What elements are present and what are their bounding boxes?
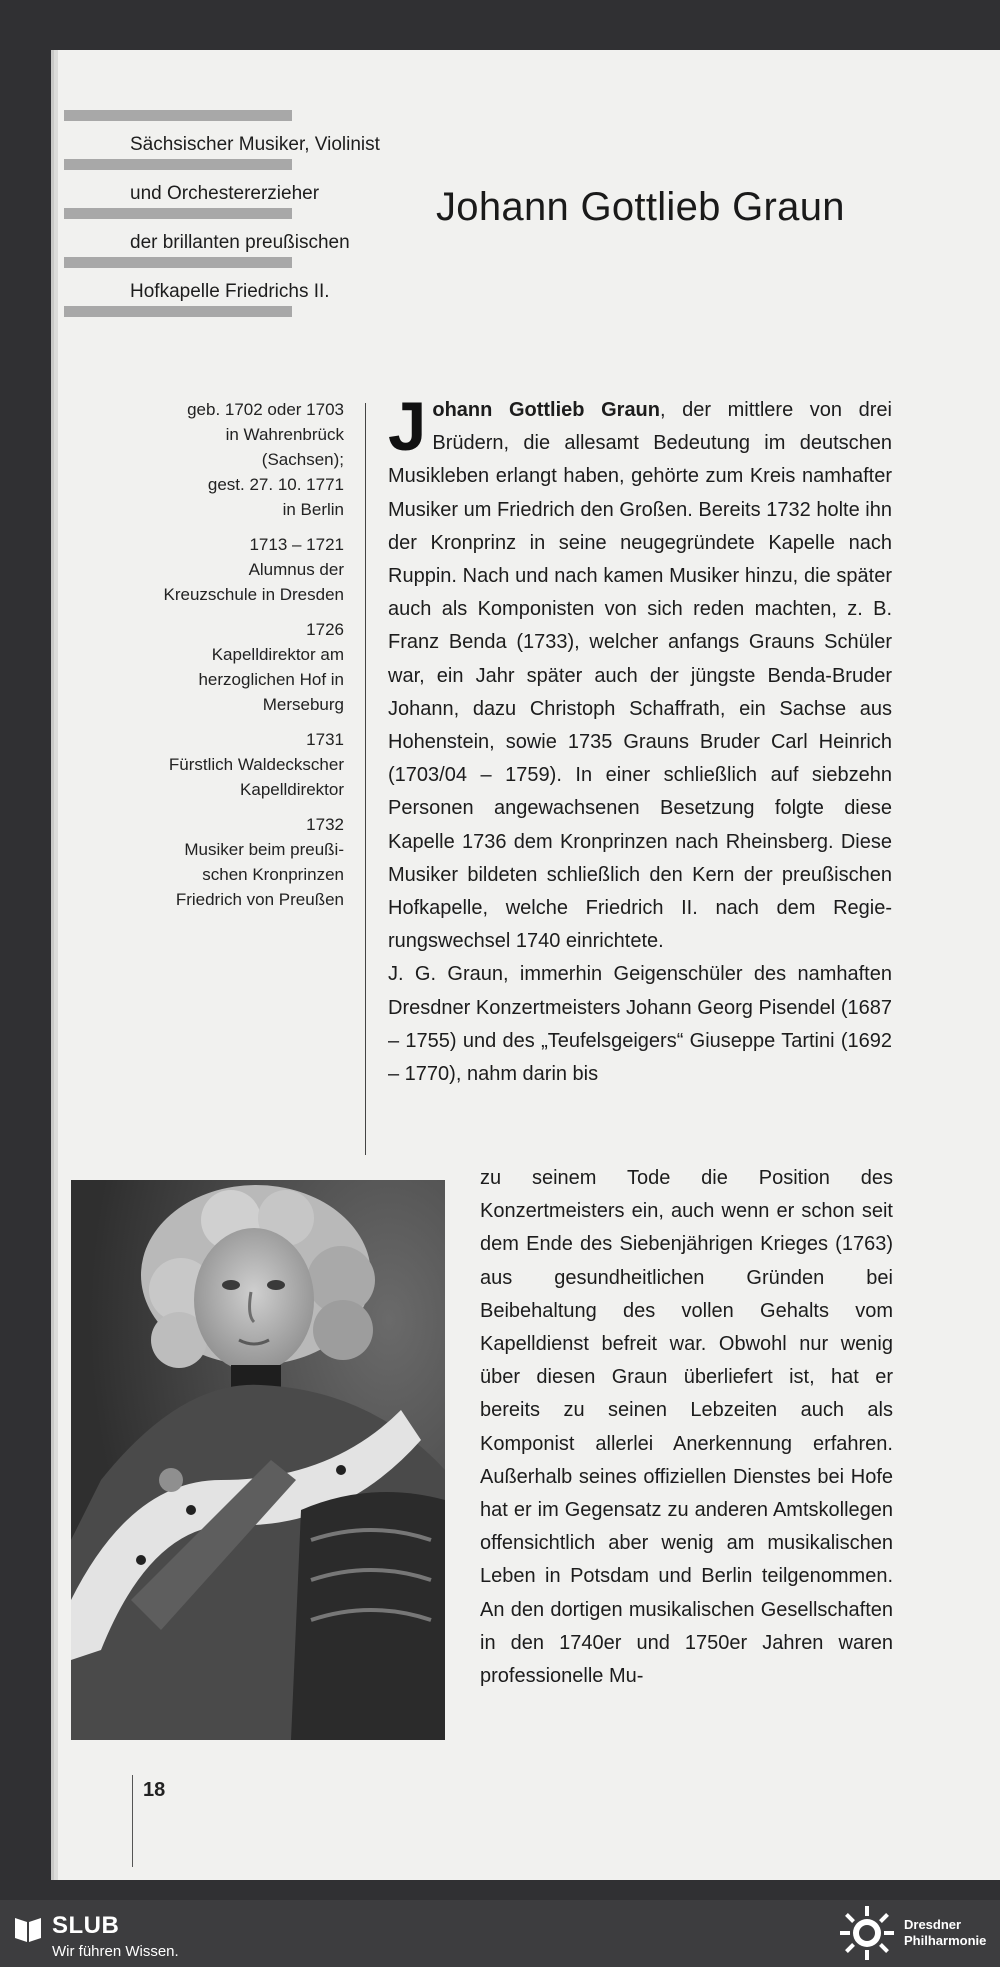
page-number-rule (132, 1775, 133, 1867)
bio-entry (120, 812, 344, 912)
bio-entry (120, 617, 344, 717)
bio-text: herzoglichen Hof in (198, 670, 344, 689)
bio-text: Fürstlich Waldeckscher (168, 755, 344, 774)
subtitle (130, 120, 460, 316)
page-title: Johann Gottlieb Graun (436, 185, 845, 229)
bio-year: 1731 (306, 730, 344, 749)
subtitle-line: der brillanten preußischen (130, 232, 350, 253)
bio-year: 1726 (306, 620, 344, 639)
subtitle-line: und Orchestererzieher (130, 183, 320, 204)
portrait-illustration (71, 1180, 445, 1740)
lead-name: ohann Gottlieb Graun (432, 399, 660, 421)
article-paragraph: J. G. Graun, immerhin Geigenschüler des namhaften Dresdner Konzertmeisters Johann Georg Pisendel (1687 – 1755) und des „Teufelsgeigers“ Giuseppe Tartini (1692 – 1770), nahm darin bis (388, 963, 892, 1086)
portrait-image (71, 1180, 445, 1740)
bio-entry (120, 532, 344, 607)
drop-cap: J (388, 388, 427, 465)
bio-text: Merseburg (262, 695, 344, 714)
article-continuation (480, 1162, 893, 1693)
subtitle-line: Hofkapelle Friedrichs II. (130, 281, 330, 302)
biography-sidebar (120, 397, 344, 922)
article-paragraph (388, 388, 892, 958)
bio-text: Friedrich von Preußen (175, 890, 344, 909)
bio-year: 1713 – 1721 (249, 535, 344, 554)
page-number: 18 (143, 1779, 166, 1801)
bio-text: gest. 27. 10. 1771 (207, 475, 344, 494)
partner-name (904, 1917, 986, 1949)
library-tagline: Wir führen Wissen. (52, 1943, 179, 1960)
bio-text: Musiker beim preußi- (184, 840, 344, 859)
bio-text: (Sachsen); (261, 450, 344, 469)
library-name: SLUB (52, 1912, 120, 1939)
subtitle-line: Sächsischer Musiker, Violinist (130, 134, 380, 155)
slub-book-icon (13, 1914, 43, 1944)
bio-text: Alumnus der (248, 560, 344, 579)
bio-text: Kapelldirektor am (211, 645, 344, 664)
bio-text: schen Kronprinzen (202, 865, 344, 884)
paragraph-text: , der mittlere von drei Brüdern, die allesamt Bedeutung im deutschen Musikleben erlangt haben, gehörte zum Kreis namhafter Musiker um Friedrich den Großen. Bereits 1732 holte ihn der Kronprinz in seine neugegründete Kapelle nach Ruppin. Nach und nach kamen Musiker hinzu, die später auch als Komponisten von sich reden machten, z. B. Franz Benda (1733), welcher anfangs Grauns Schüler war, ein Jahr später auch der jüngste Benda-Bruder Johann, dazu Christoph Schaffrath, ein Sachse aus Hohenstein, sowie 1735 Grauns Bruder Carl Heinrich (1703/04 – 1759). In einer schließlich auf siebzehn Personen angewachsenen Besetzung folgte diese Kapelle 1736 dem Kronprinzen nach Rheinsberg. Diese Musiker bildeten schließlich den Kern der preußischen Hofkapelle, welche Friedrich II. nach dem Regierungswechsel 1740 einrichtete. (388, 399, 892, 953)
bio-text: in Berlin (282, 500, 344, 519)
bio-text: Kapelldirektor (240, 780, 344, 799)
bio-entry (120, 727, 344, 802)
bio-year: geb. 1702 oder 1703 (187, 400, 344, 419)
philharmonie-logo-icon (838, 1904, 896, 1962)
column-divider (365, 403, 366, 1155)
bio-entry (120, 397, 344, 522)
partner-name-line: Philharmonie (904, 1933, 987, 1948)
bio-year: 1732 (306, 815, 344, 834)
bio-text: Kreuzschule in Dresden (163, 585, 344, 604)
article-body (388, 388, 892, 1091)
partner-name-line: Dresdner (904, 1917, 962, 1932)
footer-bar (0, 1900, 1000, 1967)
bio-text: in Wahrenbrück (225, 425, 344, 444)
article-paragraph: zu seinem Tode die Position des Konzertmeisters ein, auch wenn er schon seit dem Ende des Siebenjährigen Krieges (1763) aus gesundheitlichen Gründen bei Beibehaltung des vollen Gehalts vom Kapelldienst befreit war. Obwohl nur wenig über diesen Graun überliefert ist, hat er bereits zu seinen Lebzeiten auch als Komponist allerlei Anerkennung erfahren. Außerhalb seines offiziellen Dienstes bei Hofe hat er im Gegensatz zu anderen Amtskollegen offensichtlich aber wenig am musikalischen Leben in Potsdam und Berlin teilgenommen. An den dortigen musikalischen Gesellschaften in den 1740er und 1750er Jahren waren professionelle Mu- (480, 1167, 893, 1688)
